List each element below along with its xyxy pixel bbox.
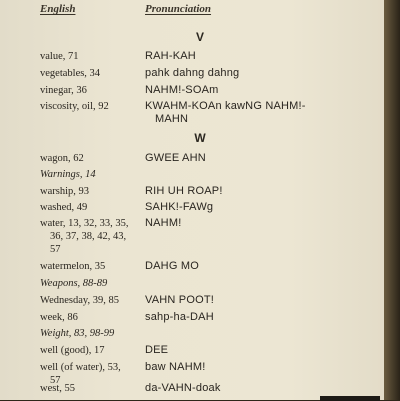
pronunciation: sahp-ha-DAH: [145, 311, 214, 323]
pronunciation: DAHG MO: [145, 260, 199, 272]
english-term: well (good), 17: [40, 345, 105, 356]
english-term-line: well (of water), 53,: [40, 362, 121, 373]
english-term: vegetables, 34: [40, 68, 101, 79]
page-number-edge: [320, 396, 380, 401]
english-term-continuation: 57: [50, 244, 61, 255]
english-column-header: English: [40, 3, 76, 15]
english-term: vinegar, 36: [40, 85, 87, 96]
pronunciation-continuation: MAHN: [155, 113, 189, 125]
english-term-line: water, 13, 32, 33, 35,: [40, 218, 129, 229]
pronunciation: RIH UH ROAP!: [145, 185, 223, 197]
english-term: Wednesday, 39, 85: [40, 295, 119, 306]
english-term: viscosity, oil, 92: [40, 101, 109, 112]
pronunciation: GWEE AHN: [145, 152, 206, 164]
pronunciation: NAHM!: [145, 217, 182, 229]
pronunciation: [145, 100, 370, 126]
pronunciation: RAH-KAH: [145, 50, 196, 62]
english-term: washed, 49: [40, 202, 88, 213]
english-term-section: Weapons, 88-89: [40, 278, 108, 289]
section-letter-w: W: [194, 131, 206, 145]
english-term: warship, 93: [40, 186, 89, 197]
pronunciation: baw NAHM!: [145, 361, 206, 373]
english-term-section: Warnings, 14: [40, 169, 96, 180]
section-letter-v: V: [195, 30, 204, 44]
english-term-continuation: 57: [50, 375, 61, 386]
book-gutter: [384, 0, 400, 400]
english-term-section: Weight, 83, 98-99: [40, 328, 115, 339]
english-term: west, 55: [40, 383, 75, 394]
pronunciation-line: KWAHM-KOAn kawNG NAHM!-: [145, 100, 306, 112]
pronunciation-column-header: Pronunciation: [145, 3, 212, 15]
pronunciation: DEE: [145, 344, 169, 356]
english-term: [40, 217, 136, 256]
english-term: watermelon, 35: [40, 261, 106, 272]
english-term: wagon, 62: [40, 153, 84, 164]
pronunciation: pahk dahng dahng: [145, 67, 240, 79]
pronunciation: SAHK!-FAWg: [145, 201, 214, 213]
english-term-continuation: 36, 37, 38, 42, 43,: [50, 231, 127, 242]
pronunciation: NAHM!-SOAm: [145, 84, 219, 96]
english-term: week, 86: [40, 312, 78, 323]
pronunciation: VAHN POOT!: [145, 294, 215, 306]
pronunciation: da-VAHN-doak: [145, 382, 221, 394]
english-term: value, 71: [40, 51, 79, 62]
